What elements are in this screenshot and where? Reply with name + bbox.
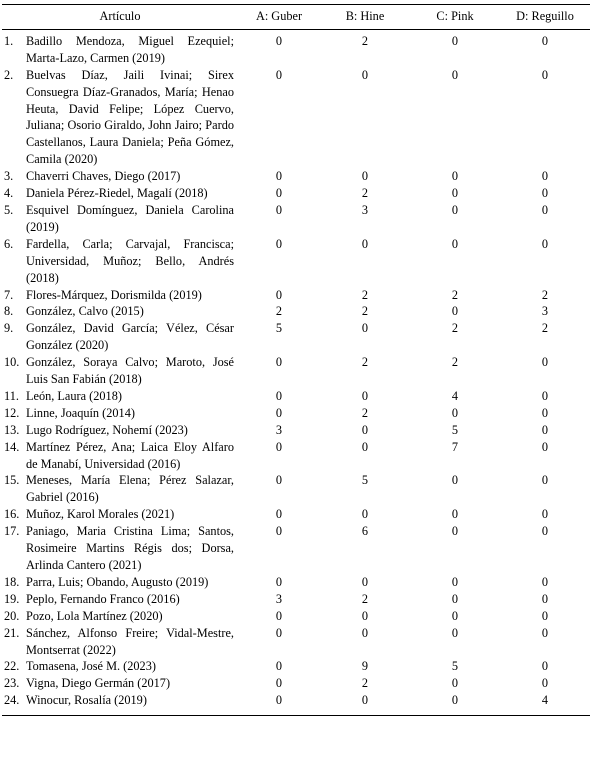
hine-value: 6 — [361, 524, 369, 539]
article-cell: Daniela Pérez-Riedel, Magalí (2018) — [26, 186, 208, 201]
row-number: 13. — [4, 422, 20, 437]
row-number: 22. — [4, 659, 20, 674]
hine-value: 2 — [361, 355, 369, 370]
article-cell: Flores-Márquez, Dorismilda (2019) — [26, 287, 202, 302]
hine-value: 0 — [361, 67, 369, 82]
table-row — [2, 29, 590, 66]
article-cell: Vigna, Diego Germán (2017) — [26, 676, 171, 691]
guber-value: 0 — [275, 574, 283, 589]
pink-value: 0 — [451, 591, 459, 606]
row-number: 4. — [4, 186, 14, 201]
guber-value: 0 — [275, 186, 283, 201]
reguillo-value: 4 — [541, 693, 549, 708]
hine-value: 0 — [361, 693, 369, 708]
guber-value: 0 — [275, 388, 283, 403]
pink-value: 5 — [451, 659, 459, 674]
pink-value: 2 — [451, 287, 459, 302]
row-number: 5. — [4, 202, 14, 217]
article-cell: Chaverri Chaves, Diego (2017) — [26, 169, 181, 184]
row-number: 3. — [4, 169, 14, 184]
reguillo-value: 0 — [541, 473, 549, 488]
reguillo-value: 3 — [541, 304, 549, 319]
pink-value: 0 — [451, 507, 459, 522]
hine-value: 2 — [361, 405, 369, 420]
row-number: 21. — [4, 625, 20, 640]
table-row — [2, 405, 590, 422]
hine-value: 9 — [361, 659, 369, 674]
table-row — [2, 202, 590, 236]
article-cell: Martínez Pérez, Ana; Laica Eloy Alfaro de Manabí, Universidad (2016) — [26, 439, 234, 471]
pink-value: 0 — [451, 202, 459, 217]
reguillo-value: 0 — [541, 524, 549, 539]
table-row — [2, 574, 590, 591]
table-row — [2, 320, 590, 354]
row-number: 9. — [4, 321, 14, 336]
table-row — [2, 506, 590, 523]
guber-value: 0 — [275, 439, 283, 454]
pink-value: 0 — [451, 473, 459, 488]
row-number: 19. — [4, 591, 20, 606]
header-articulo: Artículo — [99, 9, 141, 23]
article-cell: Fardella, Carla; Carvajal, Francisca; Universidad, Muñoz; Bello, Andrés (2018) — [26, 236, 234, 285]
table-row — [2, 608, 590, 625]
table-row — [2, 236, 590, 287]
row-number: 16. — [4, 507, 20, 522]
guber-value: 5 — [275, 321, 283, 336]
table-row — [2, 591, 590, 608]
pink-value: 0 — [451, 608, 459, 623]
guber-value: 0 — [275, 608, 283, 623]
pink-value: 0 — [451, 304, 459, 319]
row-number: 15. — [4, 473, 20, 488]
table-row — [2, 287, 590, 304]
hine-value: 2 — [361, 287, 369, 302]
pink-value: 2 — [451, 355, 459, 370]
article-cell: González, David García; Vélez, César González (2020) — [26, 321, 234, 353]
article-cell: Paniago, Maria Cristina Lima; Santos, Rosimeire Martins Régis dos; Dorsa, Arlinda Cantero (2021) — [26, 524, 234, 572]
reguillo-value: 0 — [541, 388, 549, 403]
guber-value: 0 — [275, 524, 283, 539]
reguillo-value: 0 — [541, 439, 549, 454]
hine-value: 0 — [361, 321, 369, 336]
hine-value: 0 — [361, 236, 369, 251]
reguillo-value: 2 — [541, 287, 549, 302]
row-number: 11. — [4, 388, 19, 403]
reguillo-value: 0 — [541, 33, 549, 48]
row-number: 6. — [4, 236, 14, 251]
guber-value: 0 — [275, 625, 283, 640]
guber-value: 0 — [275, 507, 283, 522]
row-number: 14. — [4, 439, 20, 454]
guber-value: 0 — [275, 236, 283, 251]
hine-value: 0 — [361, 608, 369, 623]
reguillo-value: 0 — [541, 169, 549, 184]
guber-value: 0 — [275, 355, 283, 370]
guber-value: 2 — [275, 304, 283, 319]
header-row — [2, 5, 590, 30]
hine-value: 2 — [361, 33, 369, 48]
article-cell: González, Calvo (2015) — [26, 304, 144, 319]
reguillo-value: 0 — [541, 202, 549, 217]
reguillo-value: 0 — [541, 608, 549, 623]
hine-value: 2 — [361, 591, 369, 606]
row-number: 23. — [4, 676, 20, 691]
table-row — [2, 67, 590, 168]
reguillo-value: 0 — [541, 507, 549, 522]
row-number: 24. — [4, 693, 20, 708]
article-cell: Winocur, Rosalía (2019) — [26, 693, 147, 708]
row-number: 8. — [4, 304, 14, 319]
reguillo-value: 0 — [541, 236, 549, 251]
hine-value: 0 — [361, 574, 369, 589]
reguillo-value: 0 — [541, 659, 549, 674]
table-row — [2, 439, 590, 473]
table-row — [2, 675, 590, 692]
header-hine: B: Hine — [345, 9, 385, 23]
table-row — [2, 523, 590, 574]
pink-value: 0 — [451, 33, 459, 48]
pink-value: 0 — [451, 625, 459, 640]
reguillo-value: 0 — [541, 405, 549, 420]
guber-value: 0 — [275, 659, 283, 674]
reguillo-value: 0 — [541, 676, 549, 691]
guber-value: 0 — [275, 405, 283, 420]
table-row — [2, 658, 590, 675]
pink-value: 0 — [451, 693, 459, 708]
guber-value: 0 — [275, 287, 283, 302]
table-row — [2, 625, 590, 659]
reguillo-value: 0 — [541, 591, 549, 606]
hine-value: 0 — [361, 439, 369, 454]
pink-value: 5 — [451, 422, 459, 437]
article-cell: León, Laura (2018) — [26, 388, 122, 403]
pink-value: 2 — [451, 321, 459, 336]
reguillo-value: 0 — [541, 355, 549, 370]
article-cell: Linne, Joaquín (2014) — [26, 405, 135, 420]
guber-value: 3 — [275, 422, 283, 437]
reguillo-value: 0 — [541, 67, 549, 82]
guber-value: 0 — [275, 473, 283, 488]
pink-value: 0 — [451, 67, 459, 82]
article-cell: Muñoz, Karol Morales (2021) — [26, 507, 175, 522]
hine-value: 2 — [361, 676, 369, 691]
hine-value: 0 — [361, 507, 369, 522]
table-row — [2, 692, 590, 715]
table-row — [2, 168, 590, 185]
article-cell: Sánchez, Alfonso Freire; Vidal-Mestre, Montserrat (2022) — [26, 625, 234, 657]
article-cell: Lugo Rodríguez, Nohemí (2023) — [26, 422, 188, 437]
hine-value: 0 — [361, 625, 369, 640]
row-number: 20. — [4, 608, 20, 623]
table-row — [2, 354, 590, 388]
pink-value: 0 — [451, 574, 459, 589]
table-body — [2, 29, 590, 715]
guber-value: 3 — [275, 591, 283, 606]
row-number: 2. — [4, 67, 14, 82]
reguillo-value: 0 — [541, 422, 549, 437]
reguillo-value: 0 — [541, 574, 549, 589]
guber-value: 0 — [275, 33, 283, 48]
header-guber: A: Guber — [255, 9, 303, 23]
hine-value: 5 — [361, 473, 369, 488]
table-row — [2, 303, 590, 320]
table-row — [2, 185, 590, 202]
pink-value: 0 — [451, 236, 459, 251]
guber-value: 0 — [275, 202, 283, 217]
row-number: 18. — [4, 574, 20, 589]
hine-value: 2 — [361, 304, 369, 319]
guber-value: 0 — [275, 676, 283, 691]
article-cell: Meneses, María Elena; Pérez Salazar, Gabriel (2016) — [26, 473, 234, 505]
reguillo-value: 2 — [541, 321, 549, 336]
table-row — [2, 388, 590, 405]
guber-value: 0 — [275, 169, 283, 184]
reguillo-value: 0 — [541, 186, 549, 201]
row-number: 10. — [4, 355, 20, 370]
pink-value: 4 — [451, 388, 459, 403]
header-pink: C: Pink — [436, 9, 474, 23]
row-number: 12. — [4, 405, 20, 420]
pink-value: 0 — [451, 186, 459, 201]
table-row — [2, 472, 590, 506]
hine-value: 0 — [361, 169, 369, 184]
article-cell: González, Soraya Calvo; Maroto, José Luis San Fabián (2018) — [26, 355, 234, 387]
guber-value: 0 — [275, 67, 283, 82]
article-cell: Pozo, Lola Martínez (2020) — [26, 608, 163, 623]
pink-value: 0 — [451, 524, 459, 539]
article-cell: Tomasena, José M. (2023) — [26, 659, 156, 674]
hine-value: 0 — [361, 388, 369, 403]
article-cell: Badillo Mendoza, Miguel Ezequiel; Marta-Lazo, Carmen (2019) — [26, 33, 234, 65]
pink-value: 0 — [451, 169, 459, 184]
pink-value: 7 — [451, 439, 459, 454]
table-header — [2, 5, 590, 30]
article-cell: Peplo, Fernando Franco (2016) — [26, 591, 180, 606]
hine-value: 2 — [361, 186, 369, 201]
article-cell: Esquivel Domínguez, Daniela Carolina (2019) — [26, 202, 234, 234]
pink-value: 0 — [451, 405, 459, 420]
guber-value: 0 — [275, 693, 283, 708]
row-number: 17. — [4, 524, 20, 539]
pink-value: 0 — [451, 676, 459, 691]
header-reguillo: D: Reguillo — [516, 9, 574, 23]
article-cell: Buelvas Díaz, Jaili Ivinai; Sirex Consuegra Díaz-Granados, María; Henao Heuta, David Felipe; López Cuervo, Juliana; Osorio Giraldo, John Jairo; Pardo Castellanos, Laura Daniela; Peña Gómez, Camila (2020) — [26, 67, 234, 167]
citation-table — [2, 4, 590, 716]
article-cell: Parra, Luis; Obando, Augusto (2019) — [26, 574, 209, 589]
row-number: 1. — [4, 33, 14, 48]
reguillo-value: 0 — [541, 625, 549, 640]
hine-value: 3 — [361, 202, 369, 217]
hine-value: 0 — [361, 422, 369, 437]
table-row — [2, 422, 590, 439]
row-number: 7. — [4, 287, 14, 302]
